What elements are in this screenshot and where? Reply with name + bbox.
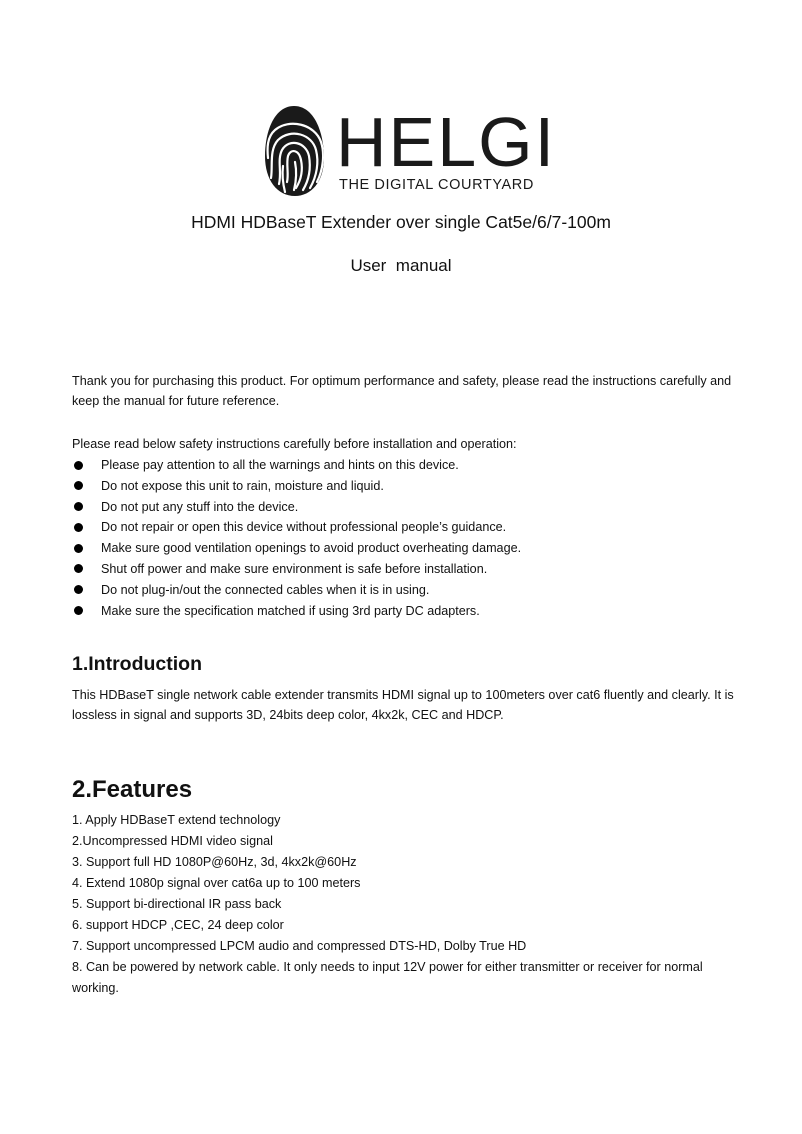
list-item-text: Please pay attention to all the warnings and hints on this device. — [101, 458, 459, 472]
bullet-icon — [74, 606, 83, 615]
features-heading: 2.Features — [72, 776, 193, 803]
bullet-icon — [74, 523, 83, 532]
list-item — [72, 476, 752, 497]
document-subtitle: User manual — [350, 256, 452, 275]
list-item-text: Do not expose this unit to rain, moisture and liquid. — [101, 478, 384, 493]
list-item-text: Make sure the specification matched if using 3rd party DC adapters. — [101, 603, 480, 618]
list-item: 5. Support bi-directional IR pass back — [72, 897, 282, 911]
safety-list — [72, 455, 752, 621]
bullet-icon — [74, 502, 83, 511]
list-item — [72, 517, 752, 538]
safety-lead: Please read below safety instructions carefully before installation and operation: — [72, 437, 517, 451]
list-item — [72, 559, 752, 580]
list-item: 7. Support uncompressed LPCM audio and compressed DTS-HD, Dolby True HD — [72, 939, 527, 953]
list-item: 4. Extend 1080p signal over cat6a up to 100 meters — [72, 876, 361, 890]
features-list — [72, 810, 752, 999]
list-item-text: Do not put any stuff into the device. — [101, 499, 299, 514]
brand-tagline: THE DIGITAL COURTYARD — [339, 177, 534, 193]
intro-paragraph: Thank you for purchasing this product. For optimum performance and safety, please read the instructions carefully and keep the manual for future reference. — [72, 374, 732, 408]
bullet-icon — [74, 564, 83, 573]
list-item-text: Do not repair or open this device without professional people’s guidance. — [101, 520, 507, 535]
bullet-icon — [74, 544, 83, 553]
list-item: 2.Uncompressed HDMI video signal — [72, 834, 273, 848]
list-item-text: Make sure good ventilation openings to avoid product overheating damage. — [101, 541, 522, 556]
list-item — [72, 601, 752, 622]
list-item — [72, 538, 752, 559]
list-item: 3. Support full HD 1080P@60Hz, 3d, 4kx2k@60Hz — [72, 855, 357, 869]
fingerprint-icon — [263, 104, 325, 198]
list-item: 6. support HDCP ,CEC, 24 deep color — [72, 918, 284, 932]
bullet-icon — [74, 461, 83, 470]
list-item: 1. Apply HDBaseT extend technology — [72, 813, 281, 827]
bullet-icon — [74, 585, 83, 594]
list-item-text: Do not plug-in/out the connected cables when it is in using. — [101, 582, 430, 597]
introduction-heading: 1.Introduction — [72, 653, 202, 675]
brand-name: HELGI — [336, 103, 557, 181]
list-item — [72, 497, 752, 518]
document-title: HDMI HDBaseT Extender over single Cat5e/6/7-100m — [191, 212, 611, 232]
bullet-icon — [74, 481, 83, 490]
list-item: 8. Can be powered by network cable. It only needs to input 12V power for either transmitter or receiver for normal working. — [72, 960, 703, 995]
list-item-text: Shut off power and make sure environment is safe before installation. — [101, 561, 488, 576]
list-item — [72, 580, 752, 601]
introduction-text: This HDBaseT single network cable extender transmits HDMI signal up to 100meters over cat6 fluently and clearly. It is lossless in signal and supports 3D, 24bits deep color, 4kx2k, CEC and HDCP. — [72, 688, 734, 722]
brand-logo — [263, 103, 557, 200]
list-item — [72, 455, 752, 476]
